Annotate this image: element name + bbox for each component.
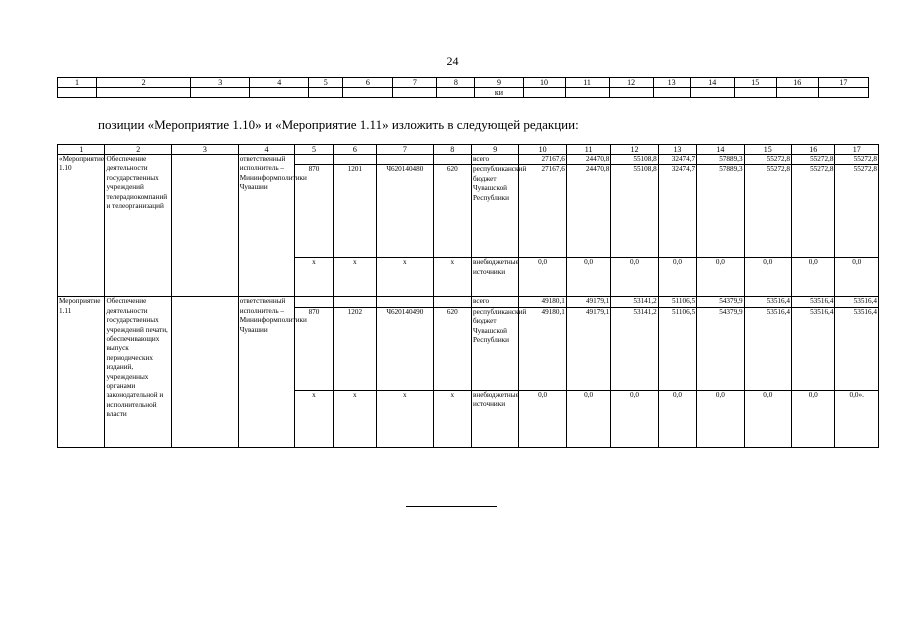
cell	[333, 297, 376, 307]
value-cell: 53516,4	[792, 307, 835, 390]
column-header-cell	[97, 88, 191, 98]
value-cell: 0,0	[697, 258, 744, 297]
column-header-cell: 5	[295, 145, 333, 155]
value-cell: 49179,1	[566, 307, 610, 390]
column-header-cell: 13	[658, 145, 696, 155]
funding-source: республиканский бюджет Чувашской Республики	[471, 307, 518, 390]
column-header-cell: 3	[191, 78, 250, 88]
value-cell: 55272,8	[792, 155, 835, 165]
funding-source: республиканский бюджет Чувашской Республики	[471, 165, 518, 258]
value-cell: 24470,8	[566, 155, 610, 165]
column-header-cell: 6	[343, 78, 393, 88]
column-header-cell	[818, 88, 868, 98]
cell: x	[295, 390, 333, 447]
value-cell: 27167,6	[519, 155, 566, 165]
funding-source: внебюджетные источники	[471, 258, 518, 297]
cell: 1202	[333, 307, 376, 390]
value-cell: 55272,8	[744, 165, 791, 258]
funding-source: всего	[471, 155, 518, 165]
column-header-cell	[734, 88, 776, 98]
value-cell: 0,0	[744, 258, 791, 297]
column-header-cell: 7	[393, 78, 437, 88]
cell: 620	[433, 307, 471, 390]
value-cell: 49180,1	[519, 297, 566, 307]
m111-title: Мероприятие 1.11	[58, 297, 105, 447]
cell	[377, 155, 434, 165]
cell: x	[433, 258, 471, 297]
m110-row-total	[58, 155, 879, 165]
value-cell: 27167,6	[519, 165, 566, 258]
m111-executor: ответственный исполнитель – Мининформполитики Чувашии	[238, 297, 295, 447]
value-cell: 0,0	[658, 258, 696, 297]
column-header-cell: 2	[97, 78, 191, 88]
cell: x	[333, 258, 376, 297]
column-header-cell	[565, 88, 609, 98]
value-cell: 32474,7	[658, 155, 696, 165]
column-header-cell: 8	[437, 78, 475, 88]
value-cell: 53141,2	[611, 307, 658, 390]
value-cell: 53516,4	[744, 307, 791, 390]
value-cell: 0,0	[519, 390, 566, 447]
cell: 620	[433, 165, 471, 258]
value-cell: 54379,9	[697, 297, 744, 307]
column-header-cell: 8	[433, 145, 471, 155]
column-header-cell: 6	[333, 145, 376, 155]
value-cell: 55272,8	[744, 155, 791, 165]
column-header-cell: 11	[565, 78, 609, 88]
value-cell: 55108,8	[611, 155, 658, 165]
cell: 870	[295, 165, 333, 258]
m110-col3	[172, 155, 239, 297]
column-header-cell	[309, 88, 343, 98]
column-header-cell: 12	[609, 78, 653, 88]
cell: x	[377, 258, 434, 297]
column-header-cell: 9	[475, 78, 523, 88]
value-cell: 51106,5	[658, 307, 696, 390]
value-cell: 0,0	[519, 258, 566, 297]
value-cell: 57889,3	[697, 165, 744, 258]
column-header-cell	[776, 88, 818, 98]
column-header-cell	[191, 88, 250, 98]
cell: 870	[295, 307, 333, 390]
column-header-cell: 9	[471, 145, 518, 155]
continued-table-header	[57, 77, 869, 98]
value-cell: 0,0	[611, 390, 658, 447]
column-header-cell: 10	[519, 145, 566, 155]
value-cell: 0,0	[566, 258, 610, 297]
value-cell: 0,0	[611, 258, 658, 297]
cell: Ч620140490	[377, 307, 434, 390]
value-cell: 55272,8	[792, 165, 835, 258]
value-cell: 0,0».	[835, 390, 879, 447]
value-cell: 55108,8	[611, 165, 658, 258]
column-header-cell	[250, 88, 309, 98]
column-header-cell	[437, 88, 475, 98]
column-header-cell	[393, 88, 437, 98]
column-header-cell: 16	[792, 145, 835, 155]
column-header-cell	[523, 88, 565, 98]
cell: x	[377, 390, 434, 447]
column-header-cell: 3	[172, 145, 239, 155]
column-header-cell: 2	[105, 145, 172, 155]
column-header-cell: 1	[58, 78, 97, 88]
column-header-cell: 15	[744, 145, 791, 155]
footer-rule	[406, 506, 497, 507]
value-cell: 0,0	[697, 390, 744, 447]
funding-source: всего	[471, 297, 518, 307]
value-cell: 0,0	[792, 258, 835, 297]
value-cell: 0,0	[792, 390, 835, 447]
m111-col3	[172, 297, 239, 447]
column-header-cell: 4	[250, 78, 309, 88]
column-header-cell: 12	[611, 145, 658, 155]
cell: 1201	[333, 165, 376, 258]
column-header-cell: 17	[818, 78, 868, 88]
column-header-cell: 14	[697, 145, 744, 155]
value-cell: 24470,8	[566, 165, 610, 258]
column-header-cell: 1	[58, 145, 105, 155]
column-header-cell: 4	[238, 145, 295, 155]
value-cell: 55272,8	[835, 155, 879, 165]
m111-row-total	[58, 297, 879, 307]
value-cell: 55272,8	[835, 165, 879, 258]
cell: x	[333, 390, 376, 447]
m110-executor: ответственный исполнитель – Мининформполитики Чувашии	[238, 155, 295, 297]
column-header-cell: 5	[309, 78, 343, 88]
value-cell: 51106,5	[658, 297, 696, 307]
value-cell: 49180,1	[519, 307, 566, 390]
cell	[333, 155, 376, 165]
column-header-cell	[690, 88, 734, 98]
funding-source: внебюджетные источники	[471, 390, 518, 447]
value-cell: 53516,4	[792, 297, 835, 307]
value-cell: 53516,4	[835, 307, 879, 390]
column-header-cell: 16	[776, 78, 818, 88]
column-header-cell: 13	[653, 78, 690, 88]
column-header-cell	[609, 88, 653, 98]
column-header-cell	[653, 88, 690, 98]
column-header-cell	[58, 88, 97, 98]
cell	[433, 297, 471, 307]
measures-table	[57, 144, 879, 448]
m110-description: Обеспечение деятельности государственных учреждений телерадиокомпаний и телеорганизаций	[105, 155, 172, 297]
cell	[295, 297, 333, 307]
value-cell: 53516,4	[744, 297, 791, 307]
cell	[377, 297, 434, 307]
value-cell: 54379,9	[697, 307, 744, 390]
value-cell: 32474,7	[658, 165, 696, 258]
intro-text: позиции «Мероприятие 1.10» и «Мероприятие 1.11» изложить в следующей редакции:	[98, 117, 579, 132]
value-cell: 49179,1	[566, 297, 610, 307]
value-cell: 53516,4	[835, 297, 879, 307]
column-header-cell: 11	[566, 145, 610, 155]
column-header-cell: 17	[835, 145, 879, 155]
cell	[295, 155, 333, 165]
column-header-cell: 14	[690, 78, 734, 88]
m110-title: «Мероприятие 1.10	[58, 155, 105, 297]
value-cell: 0,0	[835, 258, 879, 297]
cell: x	[295, 258, 333, 297]
column-header-cell: 10	[523, 78, 565, 88]
value-cell: 0,0	[658, 390, 696, 447]
value-cell: 0,0	[566, 390, 610, 447]
cell	[433, 155, 471, 165]
cell: Ч620140480	[377, 165, 434, 258]
column-header-cell: ки	[475, 88, 523, 98]
value-cell: 0,0	[744, 390, 791, 447]
column-header-cell	[343, 88, 393, 98]
column-header-cell: 15	[734, 78, 776, 88]
cell: x	[433, 390, 471, 447]
m111-description: Обеспечение деятельности государственных учреждений печати, обеспечивающих выпуск периодических изданий, учрежденных органами законодательной и исполнительной власти	[105, 297, 172, 447]
page-number: 24	[446, 54, 459, 68]
column-header-cell: 7	[377, 145, 434, 155]
value-cell: 57889,3	[697, 155, 744, 165]
value-cell: 53141,2	[611, 297, 658, 307]
